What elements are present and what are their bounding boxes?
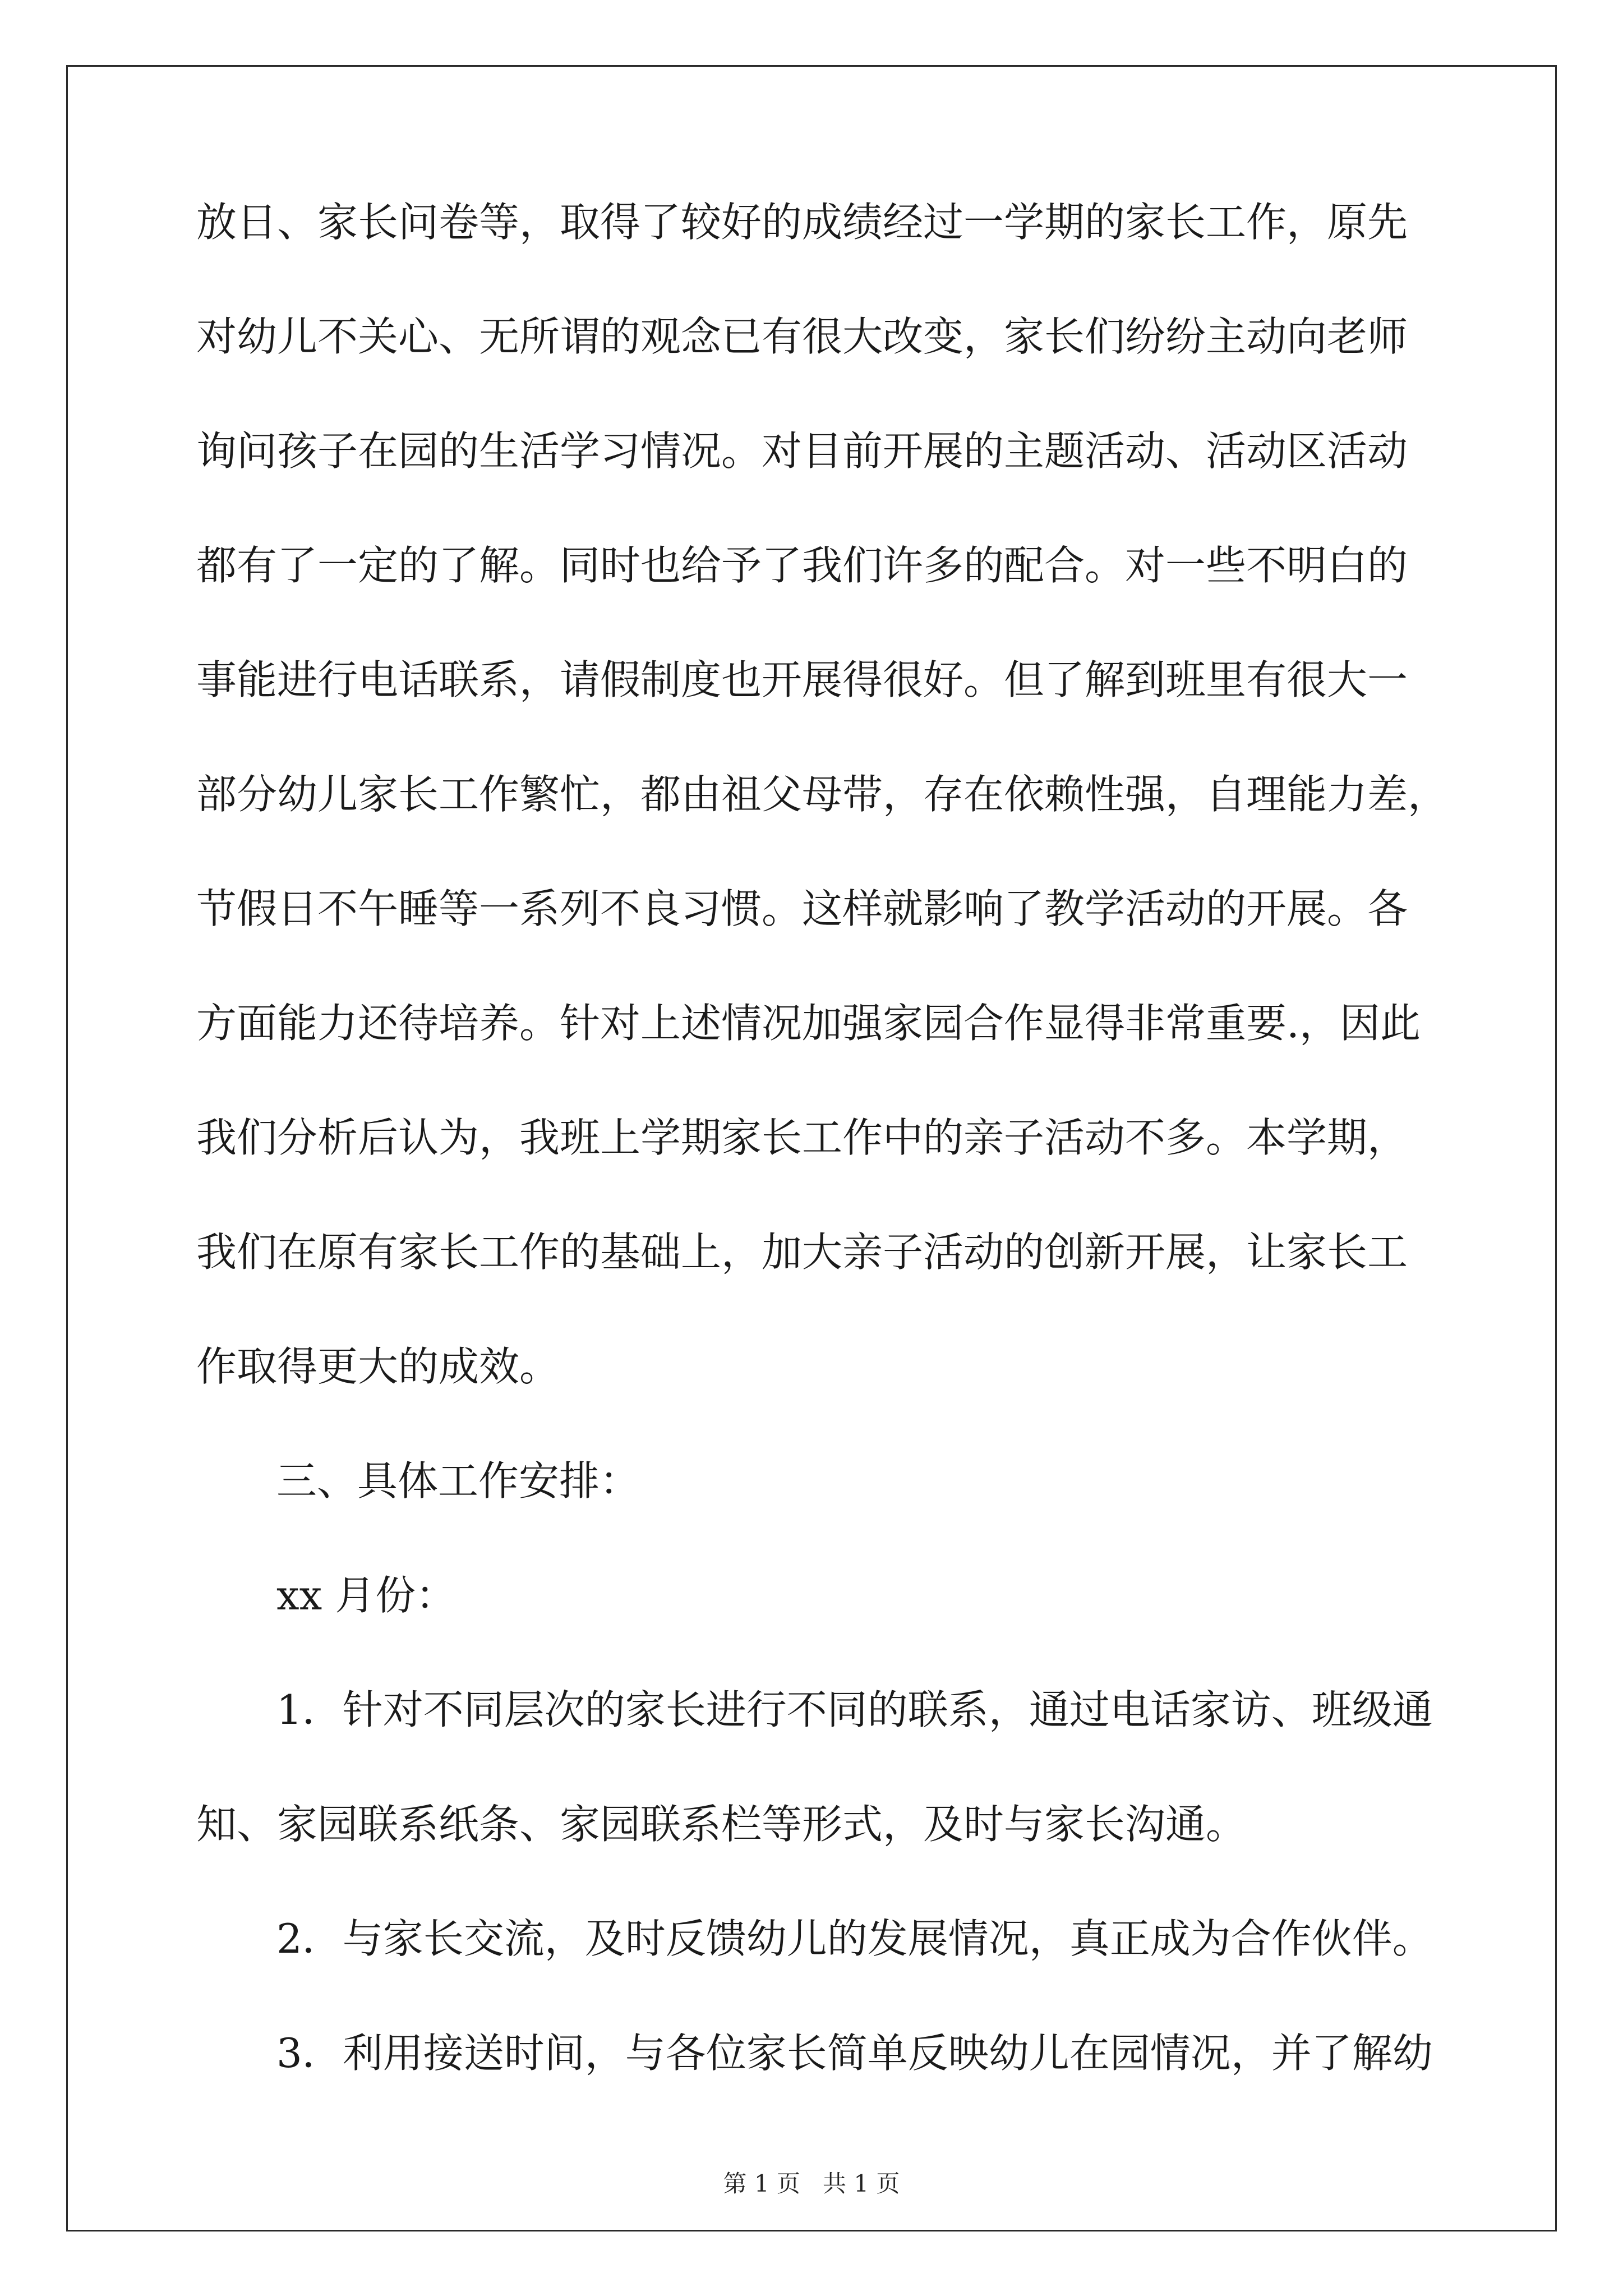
- list-item-3: 3．利用接送时间，与各位家长简单反映幼儿在园情况，并了解幼: [276, 2030, 1433, 2077]
- page-footer: 第 1 页 共 1 页: [723, 2170, 900, 2197]
- paragraph-line: 我们分析后认为，我班上学期家长工作中的亲子活动不多。本学期，: [196, 1114, 1408, 1161]
- month-heading: xx 月份：: [276, 1572, 457, 1619]
- paragraph-line: 部分幼儿家长工作繁忙，都由祖父母带，存在依赖性强，自理能力差，: [196, 771, 1449, 818]
- paragraph-line: 作取得更大的成效。: [196, 1343, 560, 1390]
- paragraph-line: 我们在原有家长工作的基础上，加大亲子活动的创新开展，让家长工: [196, 1228, 1408, 1276]
- document-body: [196, 199, 1449, 2147]
- list-item-2: 2．与家长交流，及时反馈幼儿的发展情况，真正成为合作伙伴。: [276, 1915, 1433, 1962]
- paragraph-line: 节假日不午睡等一系列不良习惯。这样就影响了教学活动的开展。各: [196, 885, 1408, 932]
- list-item-1-line-2: 知、家园联系纸条、家园联系栏等形式，及时与家长沟通。: [196, 1801, 1247, 1848]
- section-heading: 三、具体工作安排：: [276, 1457, 640, 1504]
- paragraph-line: 方面能力还待培养。针对上述情况加强家园合作显得非常重要.，因此: [196, 1000, 1421, 1047]
- paragraph-line: 放日、家长问卷等，取得了较好的成绩经过一学期的家长工作，原先: [196, 199, 1408, 246]
- paragraph-line: 询问孩子在园的生活学习情况。对目前开展的主题活动、活动区活动: [196, 427, 1408, 475]
- paragraph-line: 对幼儿不关心、无所谓的观念已有很大改变，家长们纷纷主动向老师: [196, 313, 1408, 360]
- paragraph-line: 都有了一定的了解。同时也给予了我们许多的配合。对一些不明白的: [196, 542, 1408, 589]
- list-item-1-line-1: 1．针对不同层次的家长进行不同的联系，通过电话家访、班级通: [276, 1686, 1433, 1733]
- paragraph-line: 事能进行电话联系，请假制度也开展得很好。但了解到班里有很大一: [196, 656, 1408, 703]
